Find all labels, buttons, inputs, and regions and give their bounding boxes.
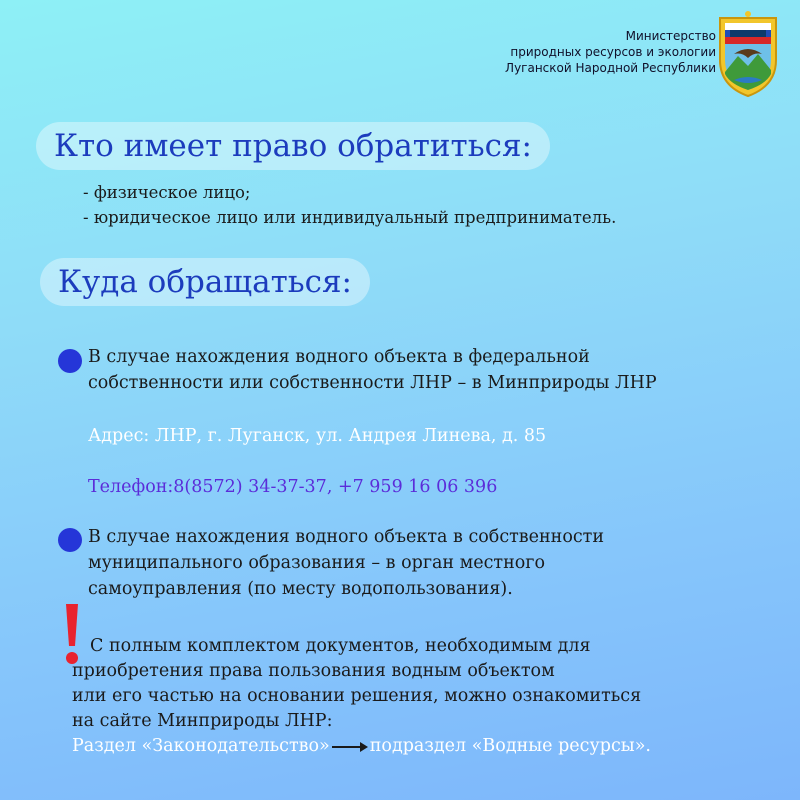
ministry-line: природных ресурсов и экологии xyxy=(510,45,716,59)
text-line: или его частью на основании решения, можно ознакомиться xyxy=(72,686,642,706)
case-federal-text xyxy=(88,344,768,396)
text-line: самоуправления (по месту водопользования). xyxy=(88,579,513,599)
address-text: Адрес: ЛНР, г. Луганск, ул. Андрея Линева, д. 85 xyxy=(88,426,547,446)
bullet-icon xyxy=(58,528,82,552)
list-item: - юридическое лицо или индивидуальный предприниматель. xyxy=(83,208,617,227)
ministry-name xyxy=(505,28,716,76)
ministry-emblem-icon xyxy=(716,10,780,98)
text-line: на сайте Минприроды ЛНР: xyxy=(72,711,333,731)
text-line: собственности или собственности ЛНР – в Минприроды ЛНР xyxy=(88,373,657,393)
text-line: В случае нахождения водного объекта в собственности xyxy=(88,527,605,547)
arrow-right-icon xyxy=(332,741,368,753)
text-line: В случае нахождения водного объекта в федеральной xyxy=(88,347,590,367)
text-line: С полным комплектом документов, необходимым для xyxy=(90,636,591,656)
text-line: приобретения права пользования водным объектом xyxy=(72,661,555,681)
bullet-icon xyxy=(58,349,82,373)
site-path xyxy=(72,736,651,756)
who-heading: Кто имеет право обратиться: xyxy=(36,122,550,170)
where-heading: Куда обращаться: xyxy=(40,258,370,306)
ministry-line: Министерство xyxy=(625,29,716,43)
ministry-line: Луганской Народной Республики xyxy=(505,61,716,75)
documents-note xyxy=(72,634,772,734)
applicant-list xyxy=(83,180,616,230)
list-item: - физическое лицо; xyxy=(83,183,251,202)
phone-text: Телефон:8(8572) 34-37-37, +7 959 16 06 396 xyxy=(88,477,498,497)
section-label: Раздел «Законодательство» xyxy=(72,736,330,756)
text-line: муниципального образования – в орган местного xyxy=(88,553,546,573)
case-municipal-text xyxy=(88,524,748,602)
subsection-label: подраздел «Водные ресурсы». xyxy=(369,736,651,756)
